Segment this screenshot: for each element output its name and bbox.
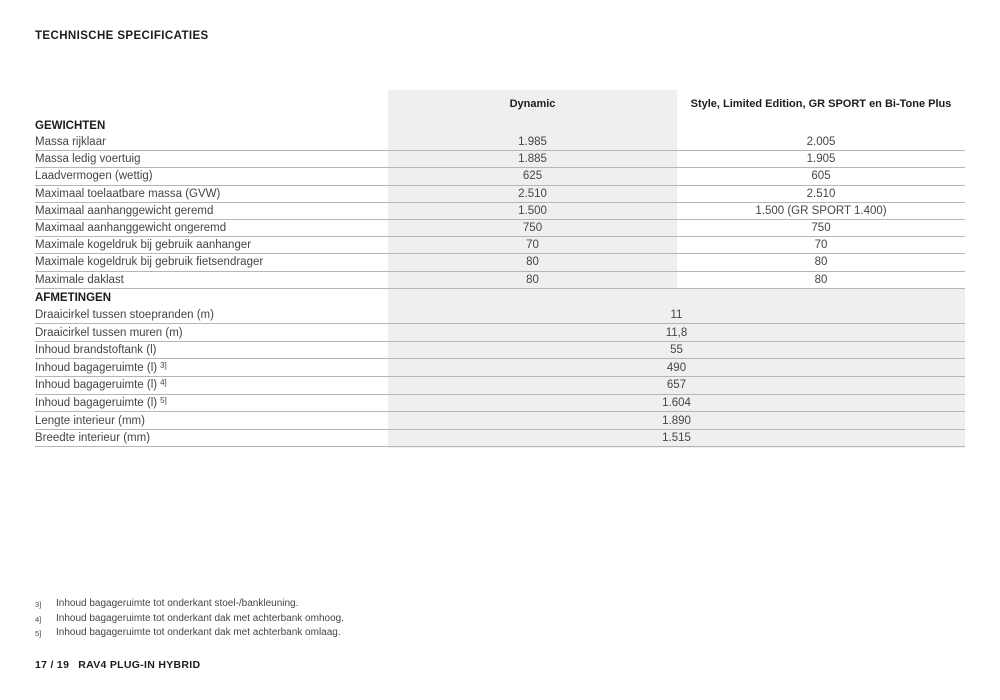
spec-table: [35, 90, 965, 447]
footnote-marker: 5]: [35, 629, 42, 638]
row-label: Maximaal aanhanggewicht geremd: [35, 204, 214, 217]
row-value-dynamic: 70: [526, 239, 539, 252]
table-row: [35, 272, 965, 289]
footnote-text: Inhoud bagageruimte tot onderkant dak met achterbank omlaag.: [56, 627, 341, 638]
footnote-text: Inhoud bagageruimte tot onderkant stoel-/bankleuning.: [56, 598, 299, 609]
row-value-style: 80: [814, 273, 828, 286]
row-value-style: 1.905: [806, 153, 836, 166]
row-label: Inhoud bagageruimte (l) $^{5]}$: [35, 395, 167, 409]
row-label: Inhoud brandstoftank (l): [35, 344, 157, 357]
footnote-ref: 5]: [160, 395, 167, 405]
table-row: [35, 395, 965, 413]
footnote-text: Inhoud bagageruimte tot onderkant dak met achterbank omhoog.: [56, 612, 344, 624]
table-row: [35, 307, 965, 325]
row-value-span: 1.890: [662, 414, 691, 427]
footnote-marker: 3]: [35, 600, 42, 609]
row-label: Lengte interieur (mm): [35, 414, 145, 427]
footnote-ref: 3]: [160, 360, 167, 370]
section-header-afmetingen: AFMETINGEN: [35, 291, 112, 304]
table-header-row: [35, 90, 965, 117]
row-value-span: 490: [666, 361, 687, 374]
row-value-style: 605: [811, 170, 831, 183]
row-label: Inhoud bagageruimte (l) $^{3]}$: [35, 360, 167, 374]
row-label: Draaicirkel tussen muren (m): [35, 326, 183, 339]
row-value-dynamic: 750: [522, 222, 543, 235]
row-value-span: 1.604: [662, 396, 691, 409]
table-row: [35, 186, 965, 203]
table-row: [35, 377, 965, 395]
row-label: Breedte interieur (mm): [35, 432, 151, 445]
row-value-style: 750: [811, 222, 831, 235]
table-row: [35, 134, 965, 151]
row-label: Maximale kogeldruk bij gebruik aanhanger: [35, 239, 252, 252]
table-row: [35, 359, 965, 377]
page-number: 17 / 19: [35, 659, 70, 671]
row-value-style: 70: [814, 239, 828, 252]
section-header-gewichten: GEWICHTEN: [35, 119, 106, 132]
row-value-span: 11,8: [665, 326, 688, 339]
row-label: Laadvermogen (wettig): [35, 170, 153, 183]
afmetingen-rows: [35, 307, 965, 448]
row-value-style: 80: [814, 256, 828, 269]
table-row: [35, 151, 965, 168]
row-label: Massa ledig voertuig: [35, 153, 141, 166]
table-row: [35, 254, 965, 271]
row-value-dynamic: 1.885: [518, 153, 547, 166]
row-value-dynamic: 1.500: [518, 204, 547, 217]
row-label: Maximale daklast: [35, 273, 124, 286]
row-label: Inhoud bagageruimte (l) $^{4]}$: [35, 378, 167, 392]
footnote-marker: 4]: [35, 614, 42, 624]
footnotes: [35, 597, 344, 641]
column-header-style: Style, Limited Edition, GR SPORT en Bi-Tone Plus: [690, 97, 952, 110]
document-name: RAV4 PLUG-IN HYBRID: [78, 659, 201, 671]
row-value-style: 2.005: [806, 136, 836, 149]
row-value-span: 11: [670, 308, 683, 321]
table-row: [35, 203, 965, 220]
row-value-style: 1.500 (GR SPORT 1.400): [755, 204, 887, 217]
footnote-ref: 4]: [160, 378, 167, 388]
row-label: Massa rijklaar: [35, 136, 106, 149]
row-value-span: 55: [670, 344, 683, 357]
row-value-style: 2.510: [806, 187, 836, 200]
row-value-dynamic: 625: [522, 170, 543, 183]
table-row: [35, 324, 965, 342]
row-value-dynamic: 80: [526, 256, 539, 269]
row-label: Maximale kogeldruk bij gebruik fietsendrager: [35, 256, 264, 269]
row-value-span: 1.515: [662, 432, 691, 445]
row-value-dynamic: 1.985: [518, 136, 547, 149]
table-row: [35, 412, 965, 430]
table-row: [35, 220, 965, 237]
table-row: [35, 168, 965, 185]
table-row: [35, 237, 965, 254]
page-footer: [35, 659, 200, 671]
table-row: [35, 342, 965, 360]
row-value-span: 657: [666, 379, 687, 392]
footnote: [35, 597, 344, 612]
page-title: TECHNISCHE SPECIFICATIES: [35, 30, 209, 42]
footnote: [35, 612, 344, 627]
column-header-dynamic: Dynamic: [509, 97, 556, 110]
row-label: Draaicirkel tussen stoepranden (m): [35, 308, 214, 321]
footnote: [35, 626, 344, 641]
row-value-dynamic: 2.510: [518, 187, 547, 200]
table-row: [35, 430, 965, 448]
gewichten-rows: [35, 134, 965, 289]
row-value-dynamic: 80: [526, 273, 539, 286]
row-label: Maximaal toelaatbare massa (GVW): [35, 187, 221, 200]
row-label: Maximaal aanhanggewicht ongeremd: [35, 222, 227, 235]
